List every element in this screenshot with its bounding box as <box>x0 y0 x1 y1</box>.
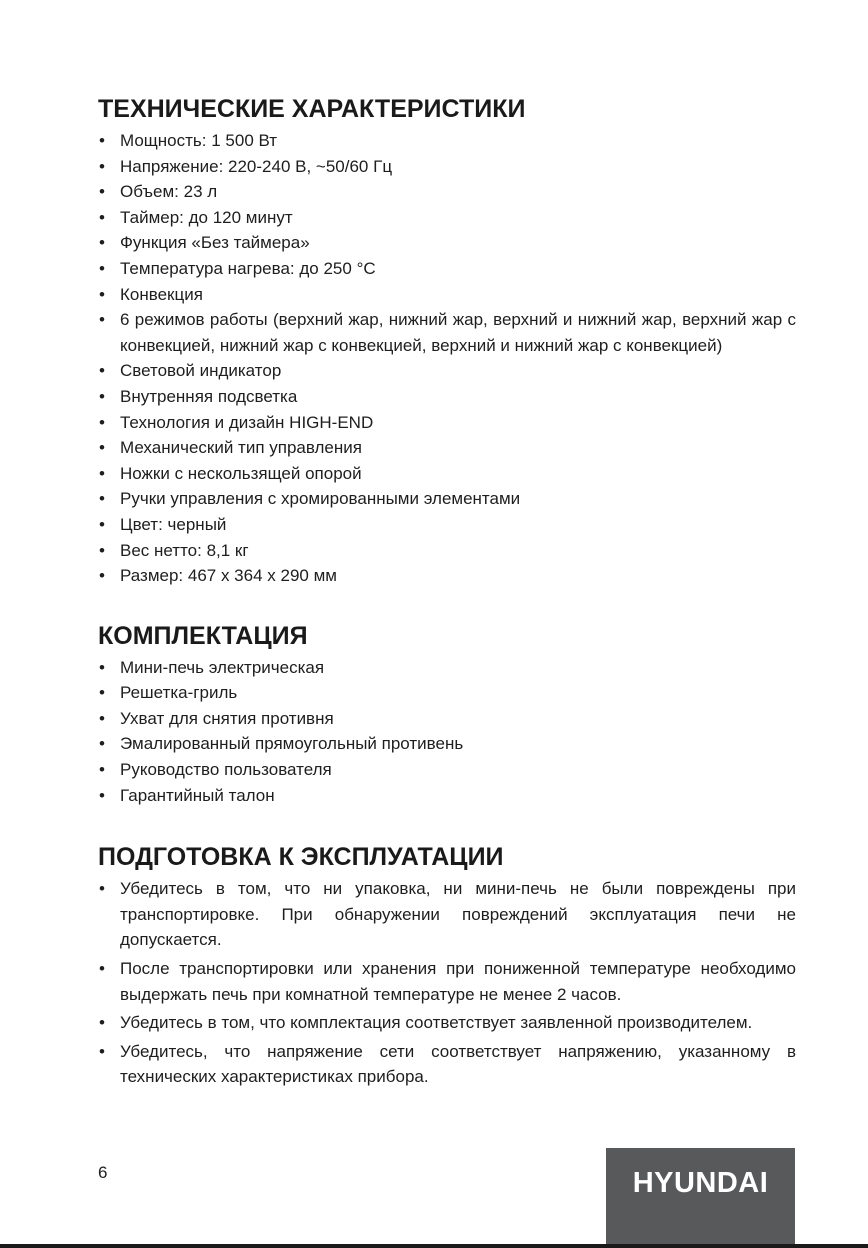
list-item: • Руководство пользователя <box>98 757 796 783</box>
list-item: • Функция «Без таймера» <box>98 230 796 256</box>
list-item: • Мощность: 1 500 Вт <box>98 128 796 154</box>
list-item: • После транспортировки или хранения при пониженной температуре необходимо выдержать печь при комнатной температуре не менее 2 часов. <box>98 956 796 1007</box>
list-item: • Ухват для снятия противня <box>98 706 796 732</box>
list-item: • Температура нагрева: до 250 °С <box>98 256 796 282</box>
specifications-list <box>98 128 796 589</box>
list-item: • Эмалированный прямоугольный противень <box>98 731 796 757</box>
list-item: • Убедитесь, что напряжение сети соответствует напряжению, указанному в технических характеристиках прибора. <box>98 1039 796 1090</box>
list-item: • Убедитесь в том, что ни упаковка, ни мини-печь не были повреждены при транспортировке. При обнаружении повреждений эксплуатация печи не допускается. <box>98 876 796 953</box>
list-item: • 6 режимов работы (верхний жар, нижний жар, верхний и нижний жар, верхний жар с конвекцией, нижний жар с конвекцией, верхний и нижний жар с конвекцией) <box>98 307 796 358</box>
list-item: • Внутренняя подсветка <box>98 384 796 410</box>
page-number: 6 <box>98 1163 108 1182</box>
bottom-divider <box>0 1244 868 1248</box>
package-contents-list <box>98 655 796 809</box>
list-item: • Убедитесь в том, что комплектация соответствует заявленной производителем. <box>98 1010 796 1036</box>
list-item: • Технология и дизайн HIGH-END <box>98 410 796 436</box>
section-title-specifications: ТЕХНИЧЕСКИЕ ХАРАКТЕРИСТИКИ <box>98 95 526 123</box>
list-item: • Конвекция <box>98 282 796 308</box>
section-title-package-contents: КОМПЛЕКТАЦИЯ <box>98 621 308 650</box>
list-item: • Размер: 467 х 364 х 290 мм <box>98 563 796 589</box>
list-item: • Вес нетто: 8,1 кг <box>98 538 796 564</box>
list-item: • Таймер: до 120 минут <box>98 205 796 231</box>
brand-logo-text: HYUNDAI <box>632 1166 769 1199</box>
list-item: • Механический тип управления <box>98 435 796 461</box>
list-item: • Гарантийный талон <box>98 783 796 809</box>
list-item: • Мини-печь электрическая <box>98 655 796 681</box>
list-item: • Ножки с нескользящей опорой <box>98 461 796 487</box>
page-content <box>98 93 796 1093</box>
list-item: • Ручки управления с хромированными элементами <box>98 486 796 512</box>
list-item: • Световой индикатор <box>98 358 796 384</box>
list-item: • Объем: 23 л <box>98 179 796 205</box>
section-title-preparation: ПОДГОТОВКА К ЭКСПЛУАТАЦИИ <box>98 843 504 872</box>
brand-logo <box>606 1148 795 1248</box>
list-item: • Цвет: черный <box>98 512 796 538</box>
list-item: • Решетка-гриль <box>98 680 796 706</box>
list-item: • Напряжение: 220-240 В, ~50/60 Гц <box>98 154 796 180</box>
preparation-list <box>98 876 796 1090</box>
